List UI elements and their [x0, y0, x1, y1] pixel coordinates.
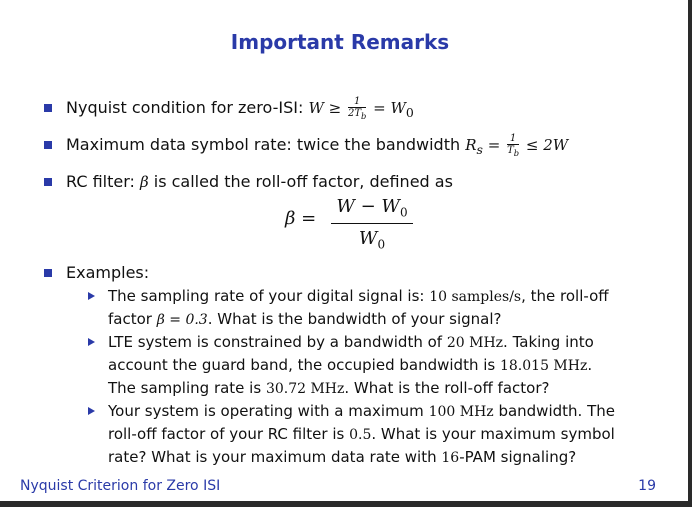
slide-title: Important Remarks [230, 30, 450, 54]
triangle-bullet-icon [88, 292, 95, 300]
math-expression: $R_s$ = $\frac{1}{T_b}$ ≤ 2W [465, 133, 569, 158]
bullet-marker-icon [44, 178, 52, 186]
bullet-text: Maximum data symbol rate: twice the bandwidth [66, 135, 461, 154]
bullet-marker-icon [44, 269, 52, 277]
bullet-rc-filter: RC filter: β is called the roll-off factor, defined as [42, 166, 658, 198]
fraction: $\frac{1}{2T_b}$ [347, 96, 367, 121]
bullet-text: RC filter: [66, 172, 135, 191]
bullet-max-symbol-rate [42, 129, 658, 166]
bullet-text: Nyquist condition for zero-ISI: [66, 98, 304, 117]
example-item: The sampling rate of your digital signal is: 10 samples/s, the roll-off factor β = 0.3. What is the bandwidth of your signal? [86, 285, 666, 331]
examples-list [86, 285, 666, 469]
triangle-bullet-icon [88, 338, 95, 346]
footer-title: Nyquist Criterion for Zero ISI [20, 478, 221, 494]
bullet-nyquist-condition [42, 92, 658, 129]
triangle-bullet-icon [88, 407, 95, 415]
example-item: LTE system is constrained by a bandwidth of 20 MHz. Taking into account the guard band, the occupied bandwidth is 18.015 MHz. The sampling rate is 30.72 MHz. What is the roll-off factor? [86, 331, 666, 400]
examples-label: Examples: [66, 263, 150, 282]
example-item: Your system is operating with a maximum 100 MHz bandwidth. The roll-off factor of your RC filter is 0.5. What is your maximum symbol rate? What is your maximum data rate with 16-PAM signaling? [86, 400, 666, 469]
bullet-text: is called the roll-off factor, defined as [153, 172, 453, 191]
bullet-marker-icon [44, 141, 52, 149]
bullet-marker-icon [44, 104, 52, 112]
page-number: 19 [638, 478, 656, 494]
formula-fraction: $\frac{W - W_0}{W_0}$ [331, 196, 413, 251]
math-expression: W ≥ $\frac{1}{2T_b}$ = $W_0$ [308, 96, 414, 121]
bullet-list [42, 92, 658, 198]
slide: Important Remarks Nyquist condition for zero-ISI: W ≥ $\frac{1}{2T_b}$ = $W_0$ Maximum data symbol rate: twice the bandwidth $R_s$ = $\frac{1}{T_b}$ ≤ 2W RC filter: β is called the roll-off factor, defined as β = $\frac{W - W_0}{W_0}$ Examples: The sampling rate of your digital signal is: 10 samples/s, the roll-off factor β = 0.3. What is the bandwidth of your signal? LTE system is constrained by a bandwidth of 20 MHz. Taking into account the guard band, the occupied bandwidth is 18.015 MHz. The sampling rate is 30.72 MHz. What is the roll-off factor? Your system is operating with a maximum 100 MHz bandwidth. The roll-off factor of your RC filter is 0.5. What is your maximum symbol rate? What is your maximum data rate with 16-PAM signaling? Nyquist Criterion for Zero ISI 19 [0, 0, 692, 507]
fraction: $\frac{1}{T_b}$ [507, 133, 520, 158]
